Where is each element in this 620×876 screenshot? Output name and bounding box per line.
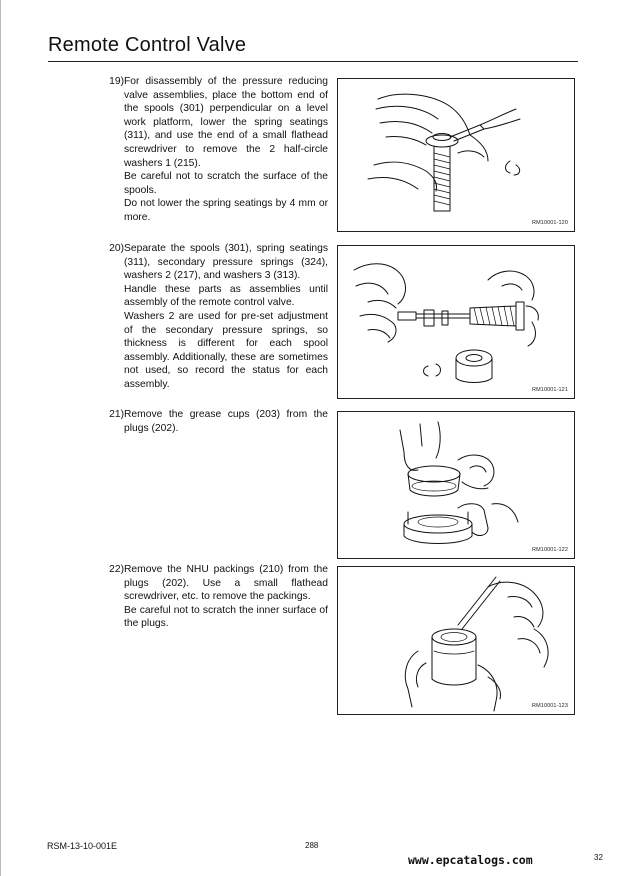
step-note: Handle these parts as assemblies until assembly of the remote control valve. xyxy=(124,283,328,309)
step-20 xyxy=(104,242,328,392)
page-number: 288 xyxy=(305,841,319,850)
step-19 xyxy=(104,75,328,225)
step-number: 20) xyxy=(109,243,124,254)
step-text: Separate the spools (301), spring seatings (311), secondary pressure springs (324), washers 2 (217), and washers 3 (313). xyxy=(124,243,328,282)
washer-removal-illustration xyxy=(338,79,576,233)
step-number: 22) xyxy=(109,564,124,575)
step-note: Do not lower the spring seatings by 4 mm or more. xyxy=(124,198,328,223)
step-caution: Be careful not to scratch the inner surface of the plugs. xyxy=(124,604,328,630)
figure-id: RM10001-120 xyxy=(532,220,568,226)
figure-nhu-packing-removal xyxy=(337,566,575,715)
figure-washer-removal xyxy=(337,78,575,232)
step-number: 19) xyxy=(109,76,124,87)
step-text: Remove the NHU packings (210) from the plugs (202). Use a small flathead screwdriver, etc. to remove the packings. xyxy=(124,564,328,603)
packing-removal-illustration xyxy=(338,567,576,716)
step-text: Remove the grease cups (203) from the plugs (202). xyxy=(124,409,328,434)
watermark-url: www.epcatalogs.com xyxy=(408,853,533,867)
step-21 xyxy=(104,408,328,435)
step-text: For disassembly of the pressure reducing valve assemblies, place the bottom end of the spools (301) perpendicular on a level work platform, lower the spring seatings (311), and use the end of a small flathead screwdriver to remove the 2 half-circle washers 1 (215). xyxy=(124,76,328,169)
document-code: RSM-13-10-001E xyxy=(47,841,118,851)
figure-grease-cup-removal xyxy=(337,411,575,559)
step-caution: Be careful not to scratch the surface of the spools. xyxy=(124,171,328,196)
figure-id: RM10001-122 xyxy=(532,547,568,553)
step-22 xyxy=(104,563,328,631)
figure-spool-separation xyxy=(337,245,575,399)
title-rule xyxy=(48,61,578,62)
figure-id: RM10001-123 xyxy=(532,703,568,709)
spool-separation-illustration xyxy=(338,246,576,400)
figure-id: RM10001-121 xyxy=(532,387,568,393)
step-number: 21) xyxy=(109,409,124,420)
grease-cup-illustration xyxy=(338,412,576,560)
step-note: Washers 2 are used for pre-set adjustment of the secondary pressure springs, so thickness is different for each spool assembly. Additionally, these are sometimes not used, so record the status for each assembly. xyxy=(124,310,328,390)
page-title: Remote Control Valve xyxy=(48,34,247,56)
sheet-number: 32 xyxy=(594,853,603,862)
